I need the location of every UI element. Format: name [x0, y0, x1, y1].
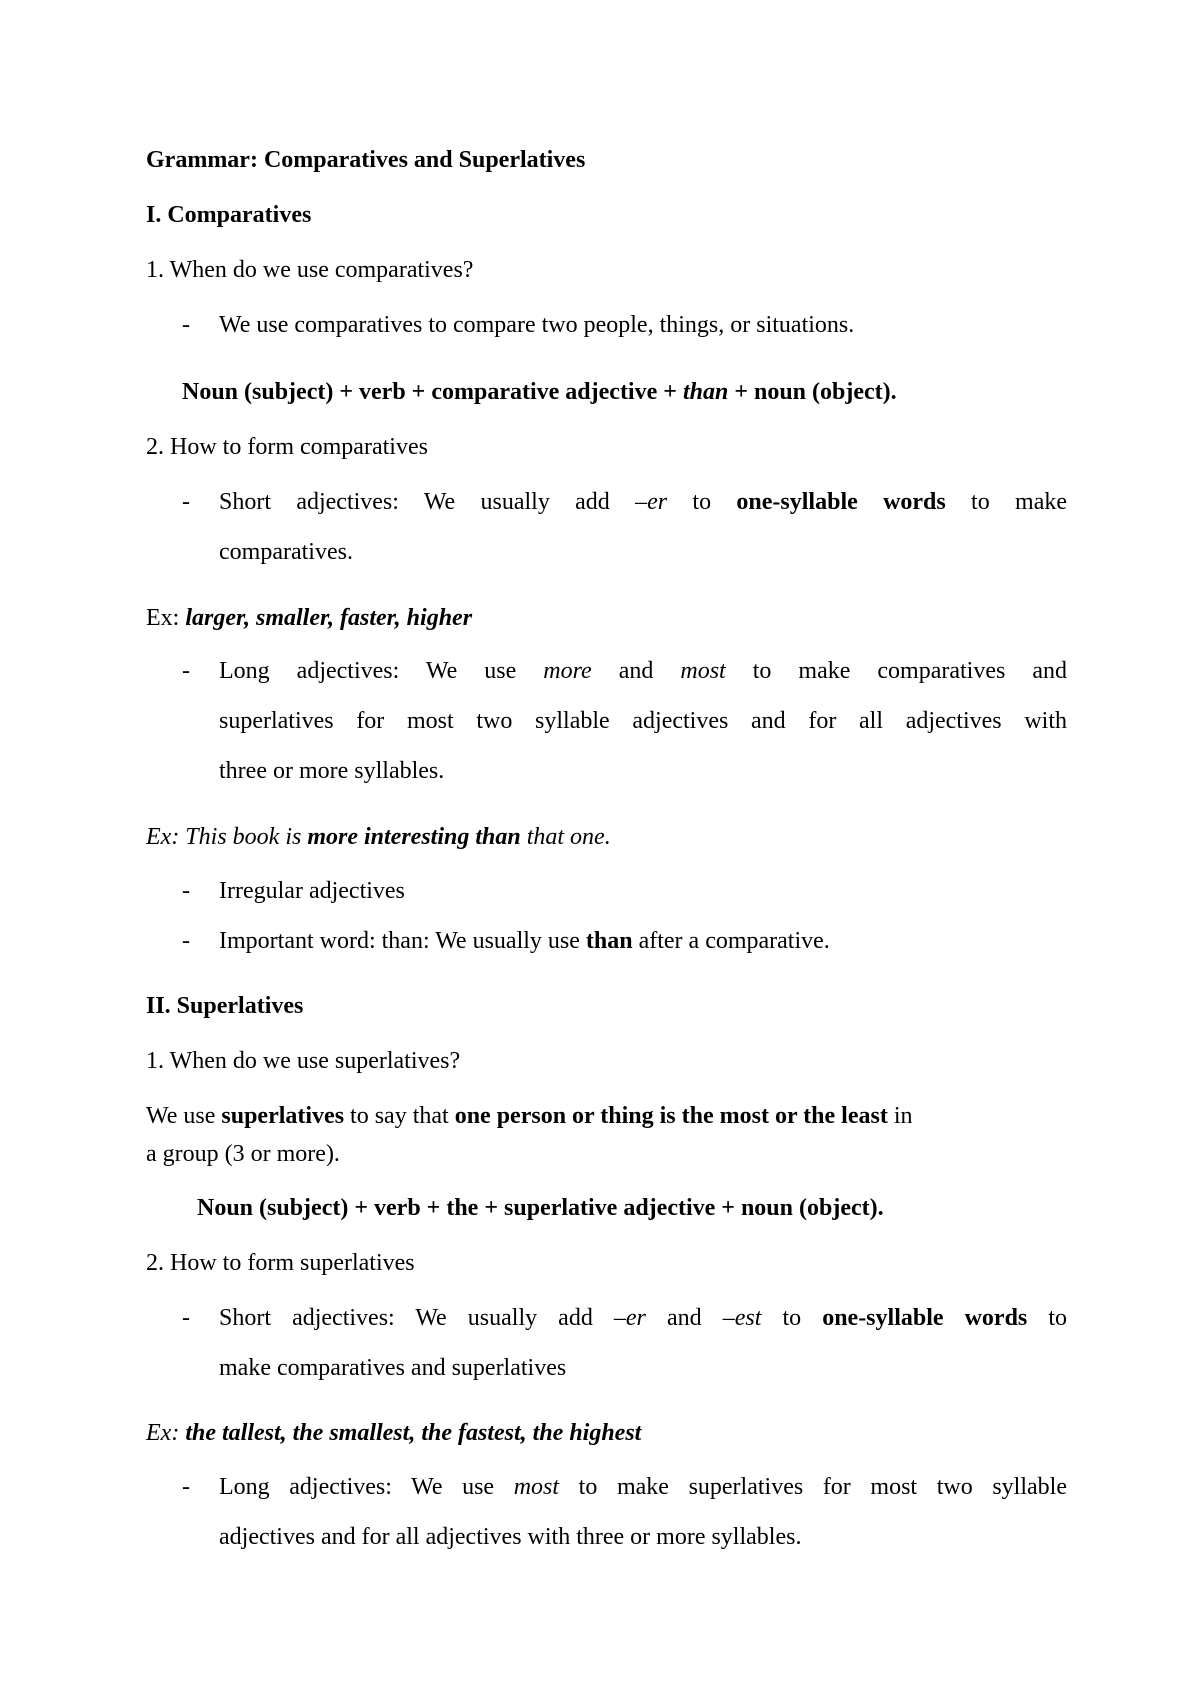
- long-adjectives-comparatives: Long adjectives: We use more and most to make comparatives and: [219, 658, 1067, 684]
- short-adjectives-comparatives-cont: comparatives.: [219, 539, 353, 565]
- long-adjectives-superlatives-cont: adjectives and for all adjectives with three or more syllables.: [219, 1524, 802, 1550]
- important-word-than: Important word: than: We usually use than after a comparative.: [219, 928, 830, 954]
- long-adjectives-comparatives-end: three or more syllables.: [219, 758, 445, 784]
- long-adjectives-comparatives-cont: superlatives for most two syllable adjectives and for all adjectives with: [219, 708, 1067, 734]
- page-title: Grammar: Comparatives and Superlatives: [146, 147, 586, 173]
- bullet-dash: -: [182, 312, 190, 338]
- bullet-dash: -: [182, 928, 190, 954]
- bullet-dash: -: [182, 878, 190, 904]
- irregular-adjectives: Irregular adjectives: [219, 878, 405, 904]
- comparative-formula: Noun (subject) + verb + comparative adjective + than + noun (object).: [182, 379, 897, 405]
- example-comparatives-short: Ex: larger, smaller, faster, higher: [146, 605, 473, 631]
- bullet-dash: -: [182, 1474, 190, 1500]
- short-adjectives-superlatives: Short adjectives: We usually add –er and –est to one-syllable words to: [219, 1305, 1068, 1331]
- question-how-form-superlatives: 2. How to form superlatives: [146, 1250, 415, 1276]
- comparatives-use-text: We use comparatives to compare two people, things, or situations.: [219, 312, 855, 338]
- bullet-dash: -: [182, 658, 190, 684]
- superlatives-use-text-cont: a group (3 or more).: [146, 1141, 340, 1167]
- question-how-form-comparatives: 2. How to form comparatives: [146, 434, 428, 460]
- question-when-comparatives: 1. When do we use comparatives?: [146, 257, 474, 283]
- question-when-superlatives: 1. When do we use superlatives?: [146, 1048, 461, 1074]
- bullet-dash: -: [182, 489, 190, 515]
- example-comparatives-long: Ex: This book is more interesting than that one.: [146, 824, 611, 850]
- long-adjectives-superlatives: Long adjectives: We use most to make superlatives for most two syllable: [219, 1474, 1067, 1500]
- example-superlatives-short: Ex: the tallest, the smallest, the fastest, the highest: [146, 1420, 642, 1446]
- section-heading-superlatives: II. Superlatives: [146, 993, 304, 1019]
- superlative-formula: Noun (subject) + verb + the + superlative adjective + noun (object).: [197, 1195, 884, 1221]
- short-adjectives-superlatives-cont: make comparatives and superlatives: [219, 1355, 567, 1381]
- section-heading-comparatives: I. Comparatives: [146, 202, 312, 228]
- bullet-dash: -: [182, 1305, 190, 1331]
- short-adjectives-comparatives: Short adjectives: We usually add –er to one-syllable words to make: [219, 489, 1068, 515]
- superlatives-use-text: We use superlatives to say that one person or thing is the most or the least in: [146, 1103, 913, 1129]
